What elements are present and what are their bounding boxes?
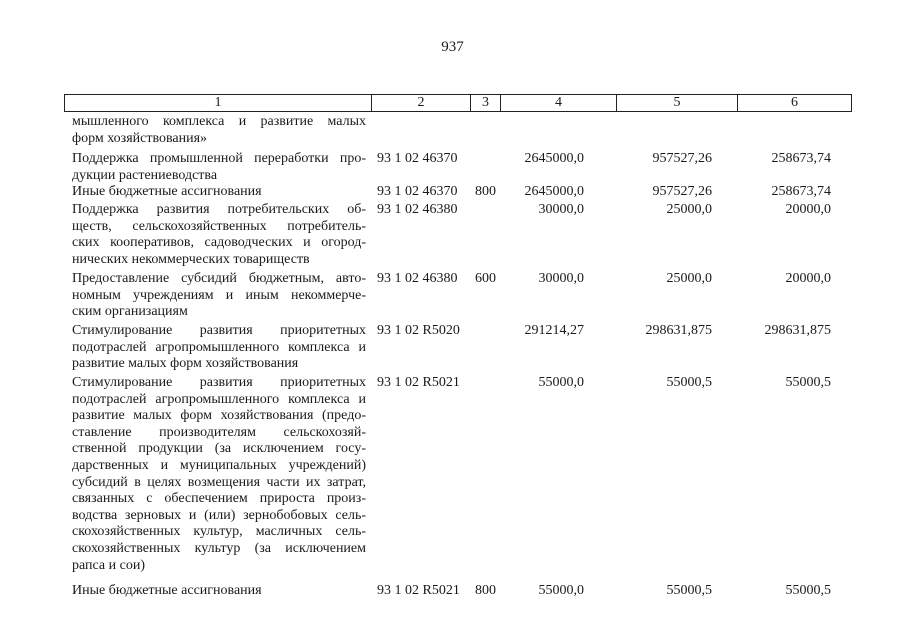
description-line: Поддержка промышленной переработки про- — [72, 151, 366, 166]
description-line: Иные бюджетные ассигнования — [72, 583, 262, 598]
description-line: субсидий в целях возмещения части их затрат, — [72, 474, 366, 490]
description-line: водства зерновых и (или) зернобобовых сель- — [72, 507, 366, 523]
amount-col-6: 258673,74 — [771, 151, 831, 166]
amount-col-4: 2645000,0 — [524, 151, 584, 166]
description-line: ственной продукции (за исключением госу- — [72, 441, 366, 457]
budget-code: 93 1 02 46370 — [377, 151, 458, 166]
amount-col-5: 957527,26 — [652, 151, 712, 166]
header-cell-3: 3 — [470, 94, 501, 112]
amount-col-5: 55000,5 — [666, 375, 712, 390]
amount-col-4: 30000,0 — [538, 202, 584, 217]
row-description — [72, 151, 366, 184]
description-line: рапса и сои) — [72, 557, 145, 573]
budget-code: 93 1 02 46380 — [377, 271, 458, 286]
header-cell-4: 4 — [500, 94, 617, 112]
description-line: ществ, сельскохозяйственных потребитель- — [72, 218, 366, 234]
row-description — [72, 323, 366, 373]
row-description — [72, 202, 366, 268]
budget-code: 93 1 02 R5021 — [377, 583, 460, 598]
header-cell-5: 5 — [616, 94, 738, 112]
budget-code: 93 1 02 R5020 — [377, 323, 460, 338]
description-line: связанных с обеспечением прироста произ- — [72, 491, 366, 507]
row-description — [72, 271, 366, 321]
description-line: развитие малых форм хозяйствования — [72, 356, 299, 372]
amount-col-4: 55000,0 — [538, 375, 584, 390]
description-line: Стимулирование развития приоритетных — [72, 323, 366, 338]
amount-col-4: 30000,0 — [538, 271, 584, 286]
header-cell-2: 2 — [371, 94, 471, 112]
budget-code: 93 1 02 R5021 — [377, 375, 460, 390]
expense-type: 600 — [475, 271, 496, 286]
description-line: ских кооперативов, садоводческих и огород- — [72, 235, 366, 251]
row-description — [72, 583, 366, 600]
amount-col-5: 25000,0 — [666, 271, 712, 286]
description-line: подотраслей агропромышленного комплекса и — [72, 391, 366, 407]
amount-col-6: 20000,0 — [785, 202, 831, 217]
amount-col-6: 258673,74 — [771, 184, 831, 199]
description-line: Иные бюджетные ассигнования — [72, 184, 262, 199]
header-cell-6: 6 — [737, 94, 852, 112]
amount-col-4: 2645000,0 — [524, 184, 584, 199]
page-number: 937 — [441, 39, 464, 55]
description-line: Предоставление субсидий бюджетным, авто- — [72, 271, 366, 286]
amount-col-5: 298631,875 — [645, 323, 712, 338]
amount-col-4: 291214,27 — [524, 323, 584, 338]
description-line: нических некоммерческих товариществ — [72, 251, 310, 267]
description-line: номным учреждениям и иным некоммерче- — [72, 287, 366, 303]
description-line: скохозяйственных культур (за исключением — [72, 540, 366, 556]
amount-col-5: 55000,5 — [666, 583, 712, 598]
description-line: Стимулирование развития приоритетных — [72, 375, 366, 390]
description-line: подотраслей агропромышленного комплекса и — [72, 339, 366, 355]
amount-col-5: 957527,26 — [652, 184, 712, 199]
amount-col-6: 20000,0 — [785, 271, 831, 286]
description-line: форм хозяйствования» — [72, 130, 208, 146]
description-line: Поддержка развития потребительских об- — [72, 202, 366, 217]
amount-col-6: 55000,5 — [785, 583, 831, 598]
description-line: дарственных и муниципальных учреждений) — [72, 457, 366, 473]
description-line: мышленного комплекса и развитие малых — [72, 114, 366, 129]
amount-col-5: 25000,0 — [666, 202, 712, 217]
budget-code: 93 1 02 46370 — [377, 184, 458, 199]
expense-type: 800 — [475, 583, 496, 598]
description-line: развитие малых форм хозяйствования (предо- — [72, 408, 366, 424]
row-description — [72, 184, 366, 201]
description-line: скохозяйственных культур, масличных сель- — [72, 524, 366, 540]
amount-col-4: 55000,0 — [538, 583, 584, 598]
description-line: ским организациям — [72, 304, 188, 320]
amount-col-6: 298631,875 — [764, 323, 831, 338]
row-description — [72, 114, 366, 147]
expense-type: 800 — [475, 184, 496, 199]
header-cell-1: 1 — [64, 94, 372, 112]
row-description — [72, 375, 366, 574]
description-line: ставление производителям сельскохозяй- — [72, 424, 366, 440]
budget-code: 93 1 02 46380 — [377, 202, 458, 217]
description-line: дукции растениеводства — [72, 167, 218, 183]
amount-col-6: 55000,5 — [785, 375, 831, 390]
